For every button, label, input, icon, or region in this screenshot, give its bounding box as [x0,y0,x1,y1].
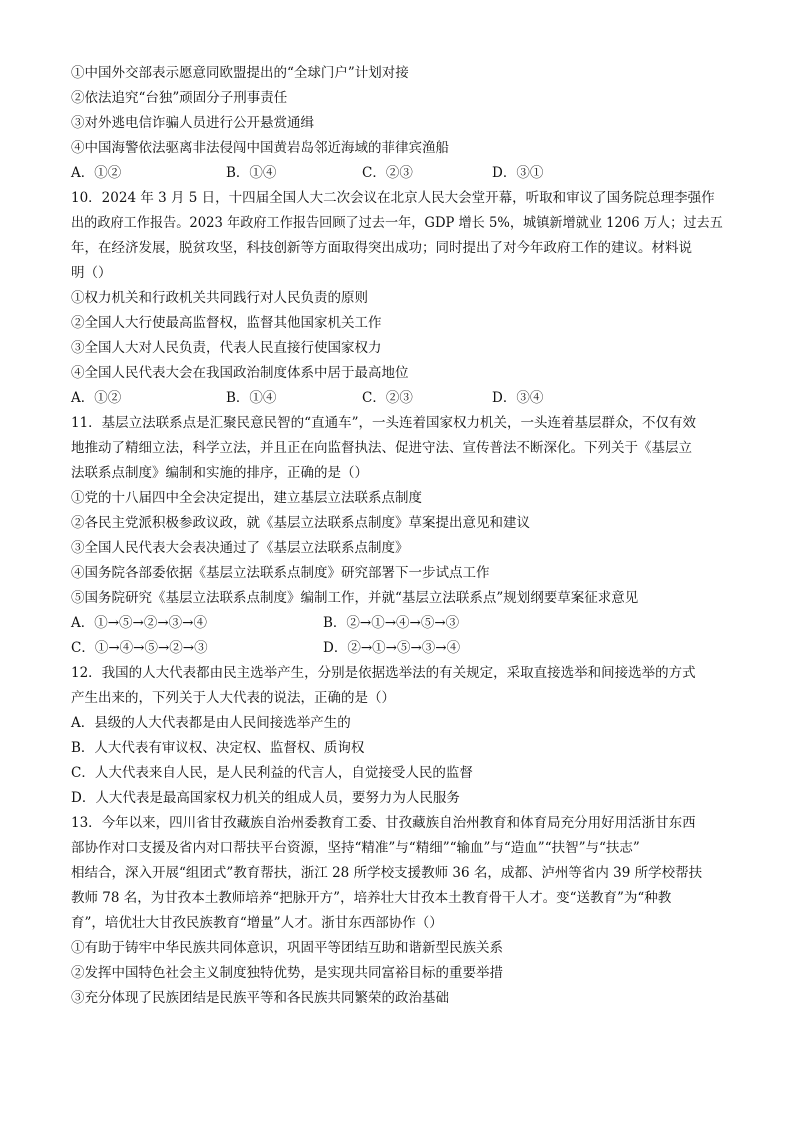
q10-stem-line-1: 10．2024 年 3 月 5 日，十四届全国人大二次会议在北京人民大会堂开幕，听取和审议了国务院总理李强作 [71,190,715,206]
q10-item-3: ③全国人大对人民负责，代表人民直接行使国家权力 [71,340,382,356]
q9-option-b: B．①④ [226,165,277,181]
q10-item-2: ②全国人大行使最高监督权，监督其他国家机关工作 [71,315,382,331]
q13-item-1: ①有助于铸牢中华民族共同体意识，巩固平等团结互助和谐新型民族关系 [71,940,503,956]
q12-option-c: C．人大代表来自人民，是人民利益的代言人，自觉接受人民的监督 [71,765,473,781]
q11-option-a: A．①→⑤→②→③→④ [71,615,207,631]
q11-item-2: ②各民主党派积极参政议政，就《基层立法联系点制度》草案提出意见和建议 [71,515,530,531]
q10-stem-line-2: 出的政府工作报告。2023 年政府工作报告回顾了过去一年，GDP 增长 5%，城镇新增就业 1206 万人；过去五 [71,215,723,231]
q10-option-d: D．③④ [492,390,544,406]
q9-option-a: A．①② [71,165,122,181]
q11-stem-line-2: 地推动了精细立法，科学立法，并且正在向监督执法、促进守法、宣传普法不断深化。下列关于《基层立 [71,440,692,456]
q11-item-1: ①党的十八届四中全会决定提出，建立基层立法联系点制度 [71,490,422,506]
q10-item-4: ④全国人民代表大会在我国政治制度体系中居于最高地位 [71,365,409,381]
q13-item-3: ③充分体现了民族团结是民族平等和各民族共同繁荣的政治基础 [71,990,449,1006]
q13-stem-line-2: 部协作对口支援及省内对口帮扶平台资源，坚持“精准”与“精细”“输血”与“造血”“扶智”与“扶志” [71,840,640,856]
q11-item-5: ⑤国务院研究《基层立法联系点制度》编制工作，并就“基层立法联系点”规划纲要草案征求意见 [71,590,639,606]
q9-item-3: ③对外逃电信诈骗人员进行公开悬赏通缉 [71,115,314,131]
q11-stem-line-3: 法联系点制度》编制和实施的排序，正确的是（） [71,465,368,481]
q13-stem-line-1: 13．今年以来，四川省甘孜藏族自治州委教育工委、甘孜藏族自治州教育和体育局充分用好用活浙甘东西 [71,815,696,831]
q9-item-1: ①中国外交部表示愿意同欧盟提出的“全球门户”计划对接 [71,65,409,81]
q9-item-4: ④中国海警依法驱离非法侵闯中国黄岩岛邻近海域的菲律宾渔船 [71,140,449,156]
q13-stem-line-5: 育”，培优壮大甘孜民族教育“增量”人才。浙甘东西部协作（） [71,915,443,931]
q12-stem-line-2: 产生出来的，下列关于人大代表的说法，正确的是（） [71,690,395,706]
q10-option-b: B．①④ [226,390,277,406]
q12-option-b: B．人大代表有审议权、决定权、监督权、质询权 [71,740,365,756]
q11-item-3: ③全国人民代表大会表决通过了《基层立法联系点制度》 [71,540,409,556]
q11-stem-line-1: 11．基层立法联系点是汇聚民意民智的“直通车”，一头连着国家权力机关，一头连着基层群众，不仅有效 [71,415,696,431]
q11-option-b: B．②→①→④→⑤→③ [323,615,460,631]
q10-stem-line-4: 明（） [71,265,112,281]
q9-option-c: C．②③ [362,165,413,181]
q13-stem-line-3: 相结合，深入开展“组团式”教育帮扶，浙江 28 所学校支援教师 36 名，成都、泸州等省内 39 所学校帮扶 [71,865,703,881]
q13-item-2: ②发挥中国特色社会主义制度独特优势，是实现共同富裕目标的重要举措 [71,965,503,981]
q10-stem-line-3: 年，在经济发展，脱贫攻坚，科技创新等方面取得突出成功；同时提出了对今年政府工作的建议。材料说 [71,240,692,256]
q11-item-4: ④国务院各部委依据《基层立法联系点制度》研究部署下一步试点工作 [71,565,490,581]
q10-item-1: ①权力机关和行政机关共同践行对人民负责的原则 [71,290,368,306]
q9-item-2: ②依法追究“台独”顽固分子刑事责任 [71,90,288,106]
q11-option-c: C．①→④→⑤→②→③ [71,640,208,656]
q9-option-d: D．③① [492,165,544,181]
q10-option-a: A．①② [71,390,122,406]
q12-option-d: D．人大代表是最高国家权力机关的组成人员，要努力为人民服务 [71,790,460,806]
q13-stem-line-4: 教师 78 名，为甘孜本土教师培养“把脉开方”，培养壮大甘孜本土教育骨干人才。变“送教育”为“种教 [71,890,672,906]
q12-stem-line-1: 12．我国的人大代表都由民主选举产生，分别是依据选举法的有关规定，采取直接选举和间接选举的方式 [71,665,696,681]
q11-option-d: D．②→①→⑤→③→④ [323,640,461,656]
q12-option-a: A．县级的人大代表都是由人民间接选举产生的 [71,715,351,731]
q10-option-c: C．②③ [362,390,413,406]
